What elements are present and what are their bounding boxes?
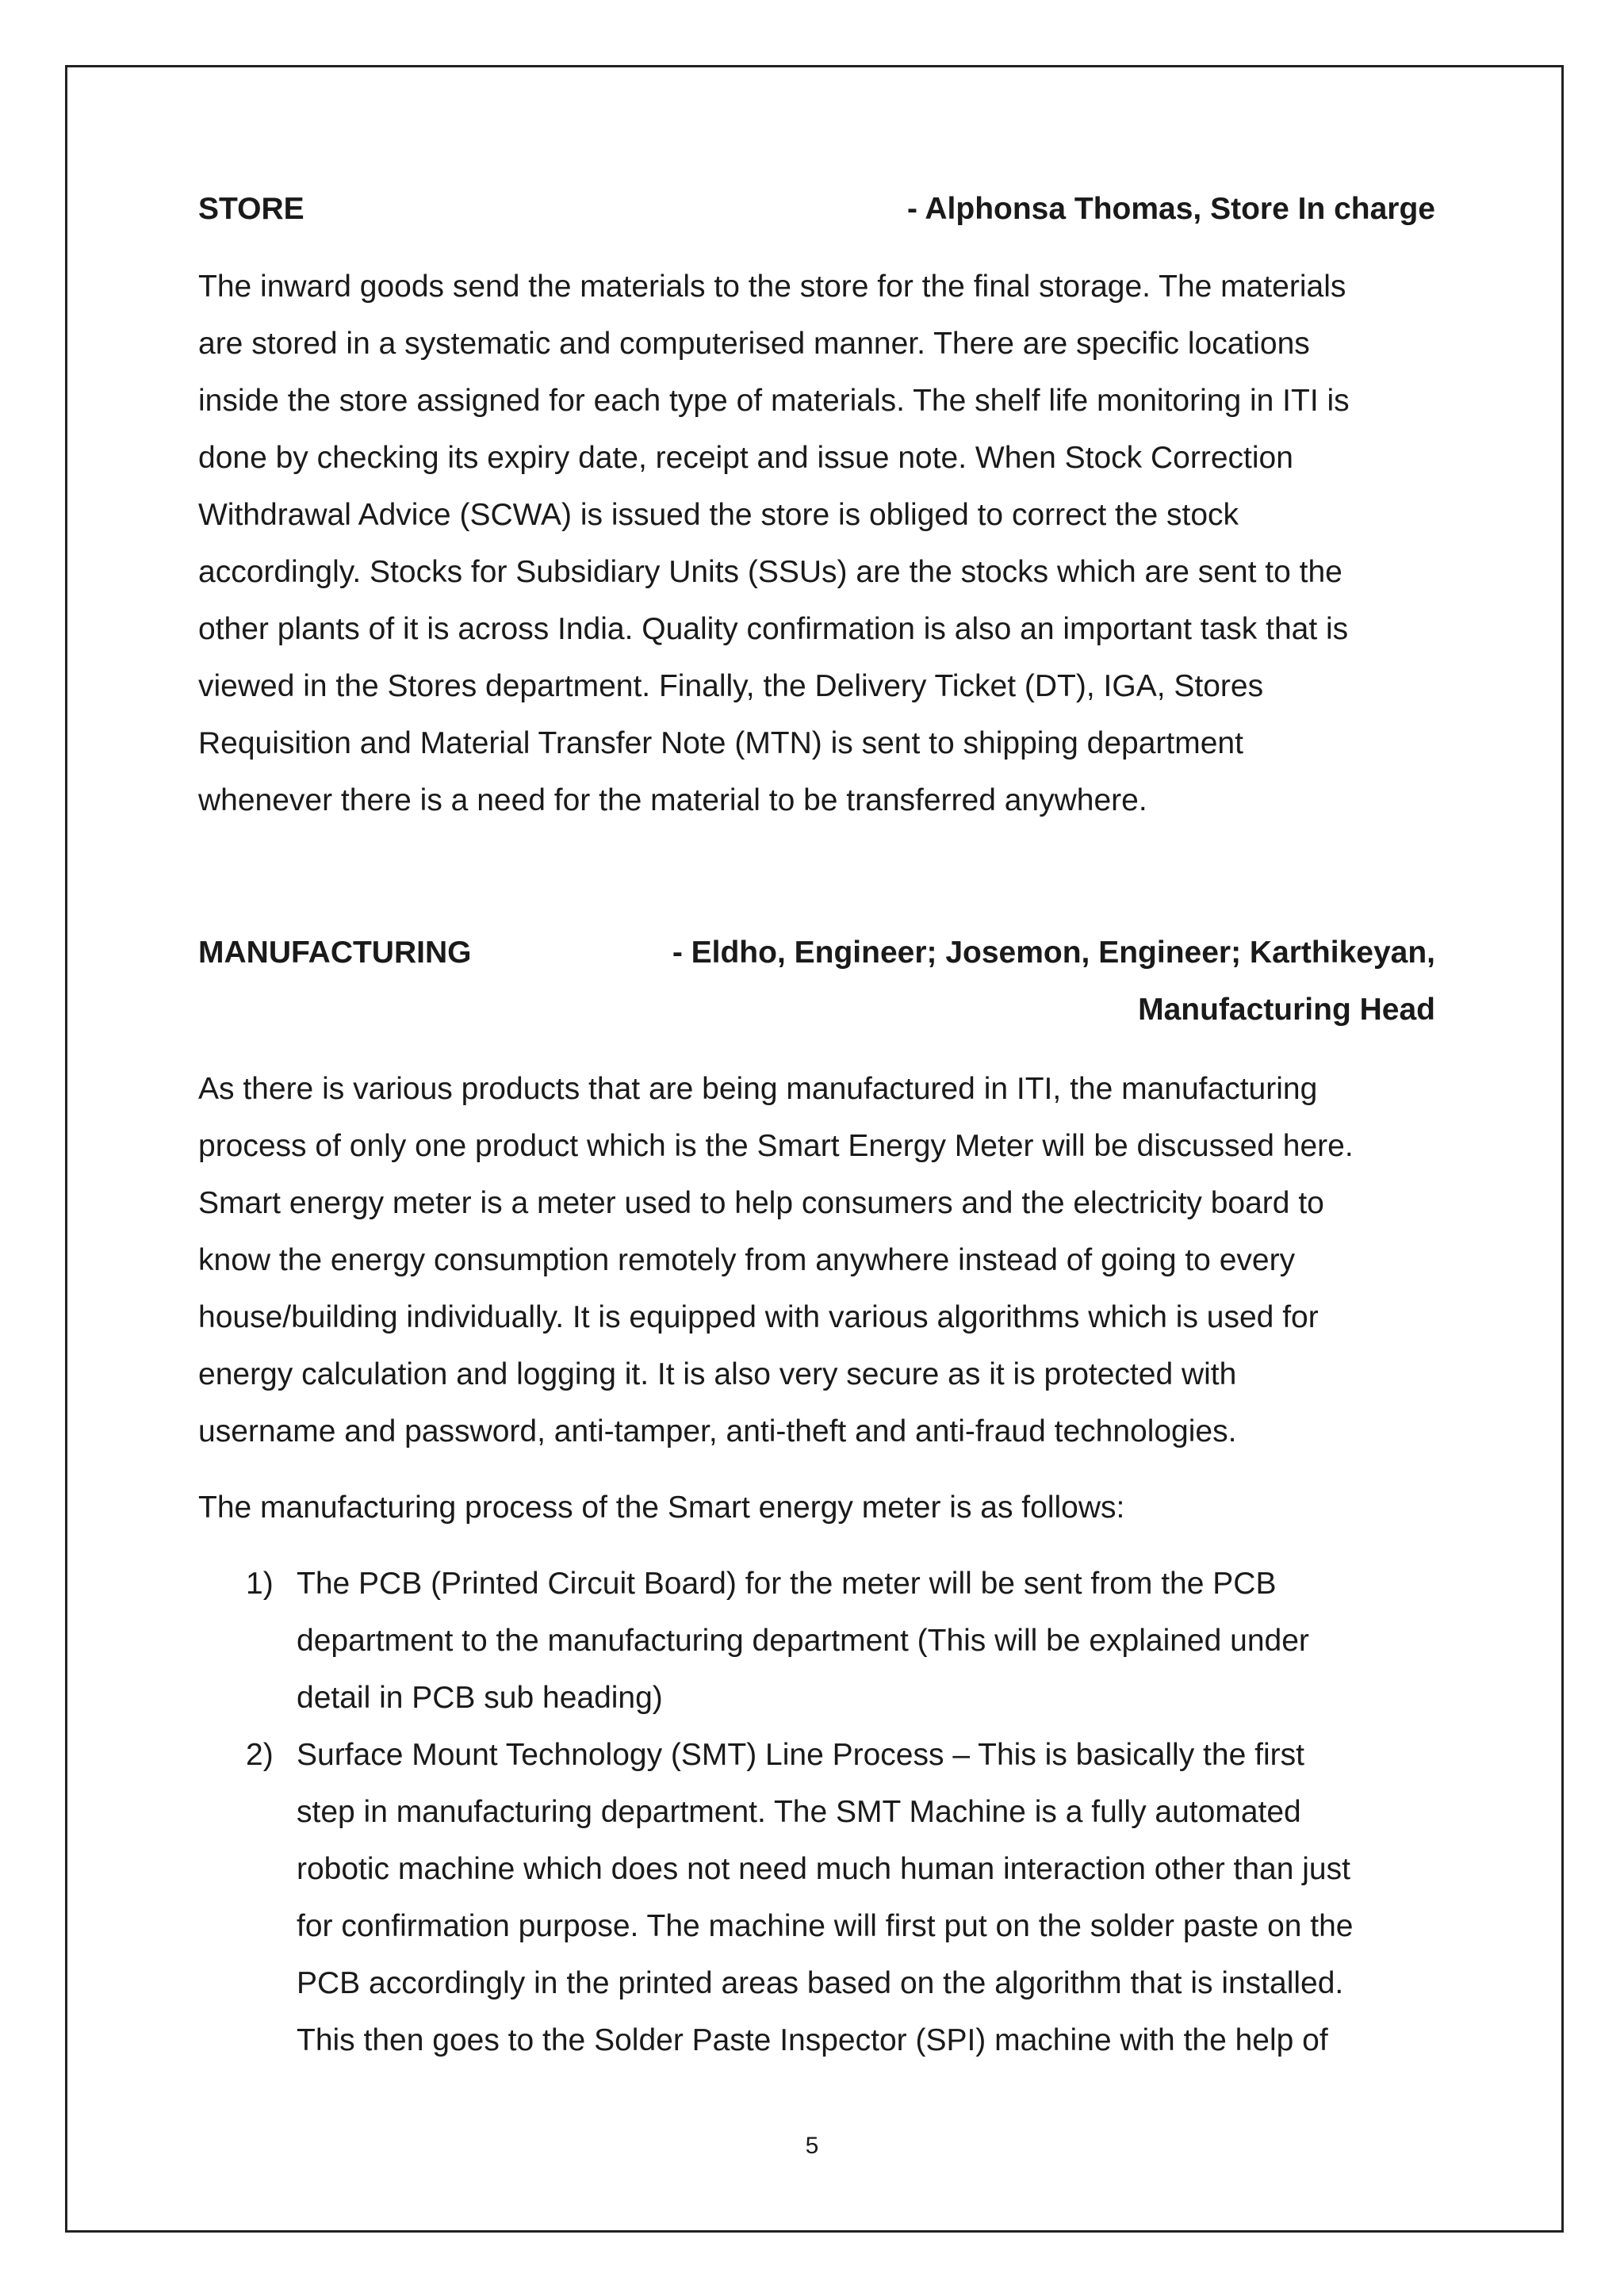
paragraph-line: The inward goods send the materials to the store for the final storage. The materials	[198, 270, 1346, 304]
paragraph-line: Withdrawal Advice (SCWA) is issued the store is obliged to correct the stock	[198, 498, 1239, 532]
manufacturing-authors-line1: - Eldho, Engineer; Josemon, Engineer; Karthikeyan,	[672, 936, 1435, 970]
manufacturing-intro: The manufacturing process of the Smart energy meter is as follows:	[198, 1490, 1125, 1525]
paragraph-line: energy calculation and logging it. It is also very secure as it is protected with	[198, 1357, 1237, 1391]
list-item-line: This then goes to the Solder Paste Inspector (SPI) machine with the help of	[297, 2023, 1328, 2057]
paragraph-line: other plants of it is across India. Quality confirmation is also an important task that is	[198, 612, 1349, 646]
manufacturing-authors-line2: Manufacturing Head	[1138, 993, 1435, 1027]
store-paragraph	[198, 258, 1435, 829]
page-content	[198, 181, 1435, 2069]
page-number: 5	[805, 2133, 819, 2159]
store-heading: STORE	[198, 192, 304, 226]
paragraph-line: Smart energy meter is a meter used to help consumers and the electricity board to	[198, 1186, 1324, 1220]
manufacturing-heading-row	[198, 924, 1435, 982]
list-item-number: 2)	[246, 1738, 274, 1772]
manufacturing-heading: MANUFACTURING	[198, 936, 472, 970]
list-item-number: 1)	[246, 1567, 274, 1601]
store-author: - Alphonsa Thomas, Store In charge	[907, 192, 1435, 226]
list-item	[198, 1556, 1435, 1727]
paragraph-line: accordingly. Stocks for Subsidiary Units (SSUs) are the stocks which are sent to the	[198, 555, 1342, 589]
paragraph-line: process of only one product which is the Smart Energy Meter will be discussed here.	[198, 1129, 1354, 1163]
paragraph-line: know the energy consumption remotely from anywhere instead of going to every	[198, 1243, 1296, 1277]
paragraph-line: Requisition and Material Transfer Note (MTN) is sent to shipping department	[198, 726, 1243, 760]
list-item-line: The PCB (Printed Circuit Board) for the meter will be sent from the PCB	[297, 1567, 1277, 1601]
paragraph-line: whenever there is a need for the material to be transferred anywhere.	[198, 783, 1147, 817]
paragraph-line: inside the store assigned for each type of materials. The shelf life monitoring in ITI is	[198, 384, 1350, 418]
list-item	[198, 1727, 1435, 2069]
list-item-line: PCB accordingly in the printed areas based on the algorithm that is installed.	[297, 1966, 1344, 2000]
paragraph-line: are stored in a systematic and computerised manner. There are specific locations	[198, 327, 1310, 361]
paragraph-line: done by checking its expiry date, receipt and issue note. When Stock Correction	[198, 441, 1293, 475]
manufacturing-steps-list	[198, 1556, 1435, 2069]
list-item-line: Surface Mount Technology (SMT) Line Process – This is basically the first	[297, 1738, 1304, 1772]
manufacturing-paragraph	[198, 1061, 1435, 1460]
list-item-line: detail in PCB sub heading)	[297, 1681, 663, 1715]
paragraph-line: house/building individually. It is equipped with various algorithms which is used for	[198, 1300, 1319, 1334]
store-heading-row	[198, 181, 1435, 238]
paragraph-line: username and password, anti-tamper, anti-theft and anti-fraud technologies.	[198, 1414, 1237, 1448]
paragraph-line: As there is various products that are being manufactured in ITI, the manufacturing	[198, 1072, 1318, 1106]
list-item-line: department to the manufacturing department (This will be explained under	[297, 1624, 1309, 1658]
paragraph-line: viewed in the Stores department. Finally, the Delivery Ticket (DT), IGA, Stores	[198, 669, 1264, 703]
list-item-line: step in manufacturing department. The SMT Machine is a fully automated	[297, 1795, 1301, 1829]
list-item-line: for confirmation purpose. The machine will first put on the solder paste on the	[297, 1909, 1354, 1943]
list-item-line: robotic machine which does not need much human interaction other than just	[297, 1852, 1350, 1886]
